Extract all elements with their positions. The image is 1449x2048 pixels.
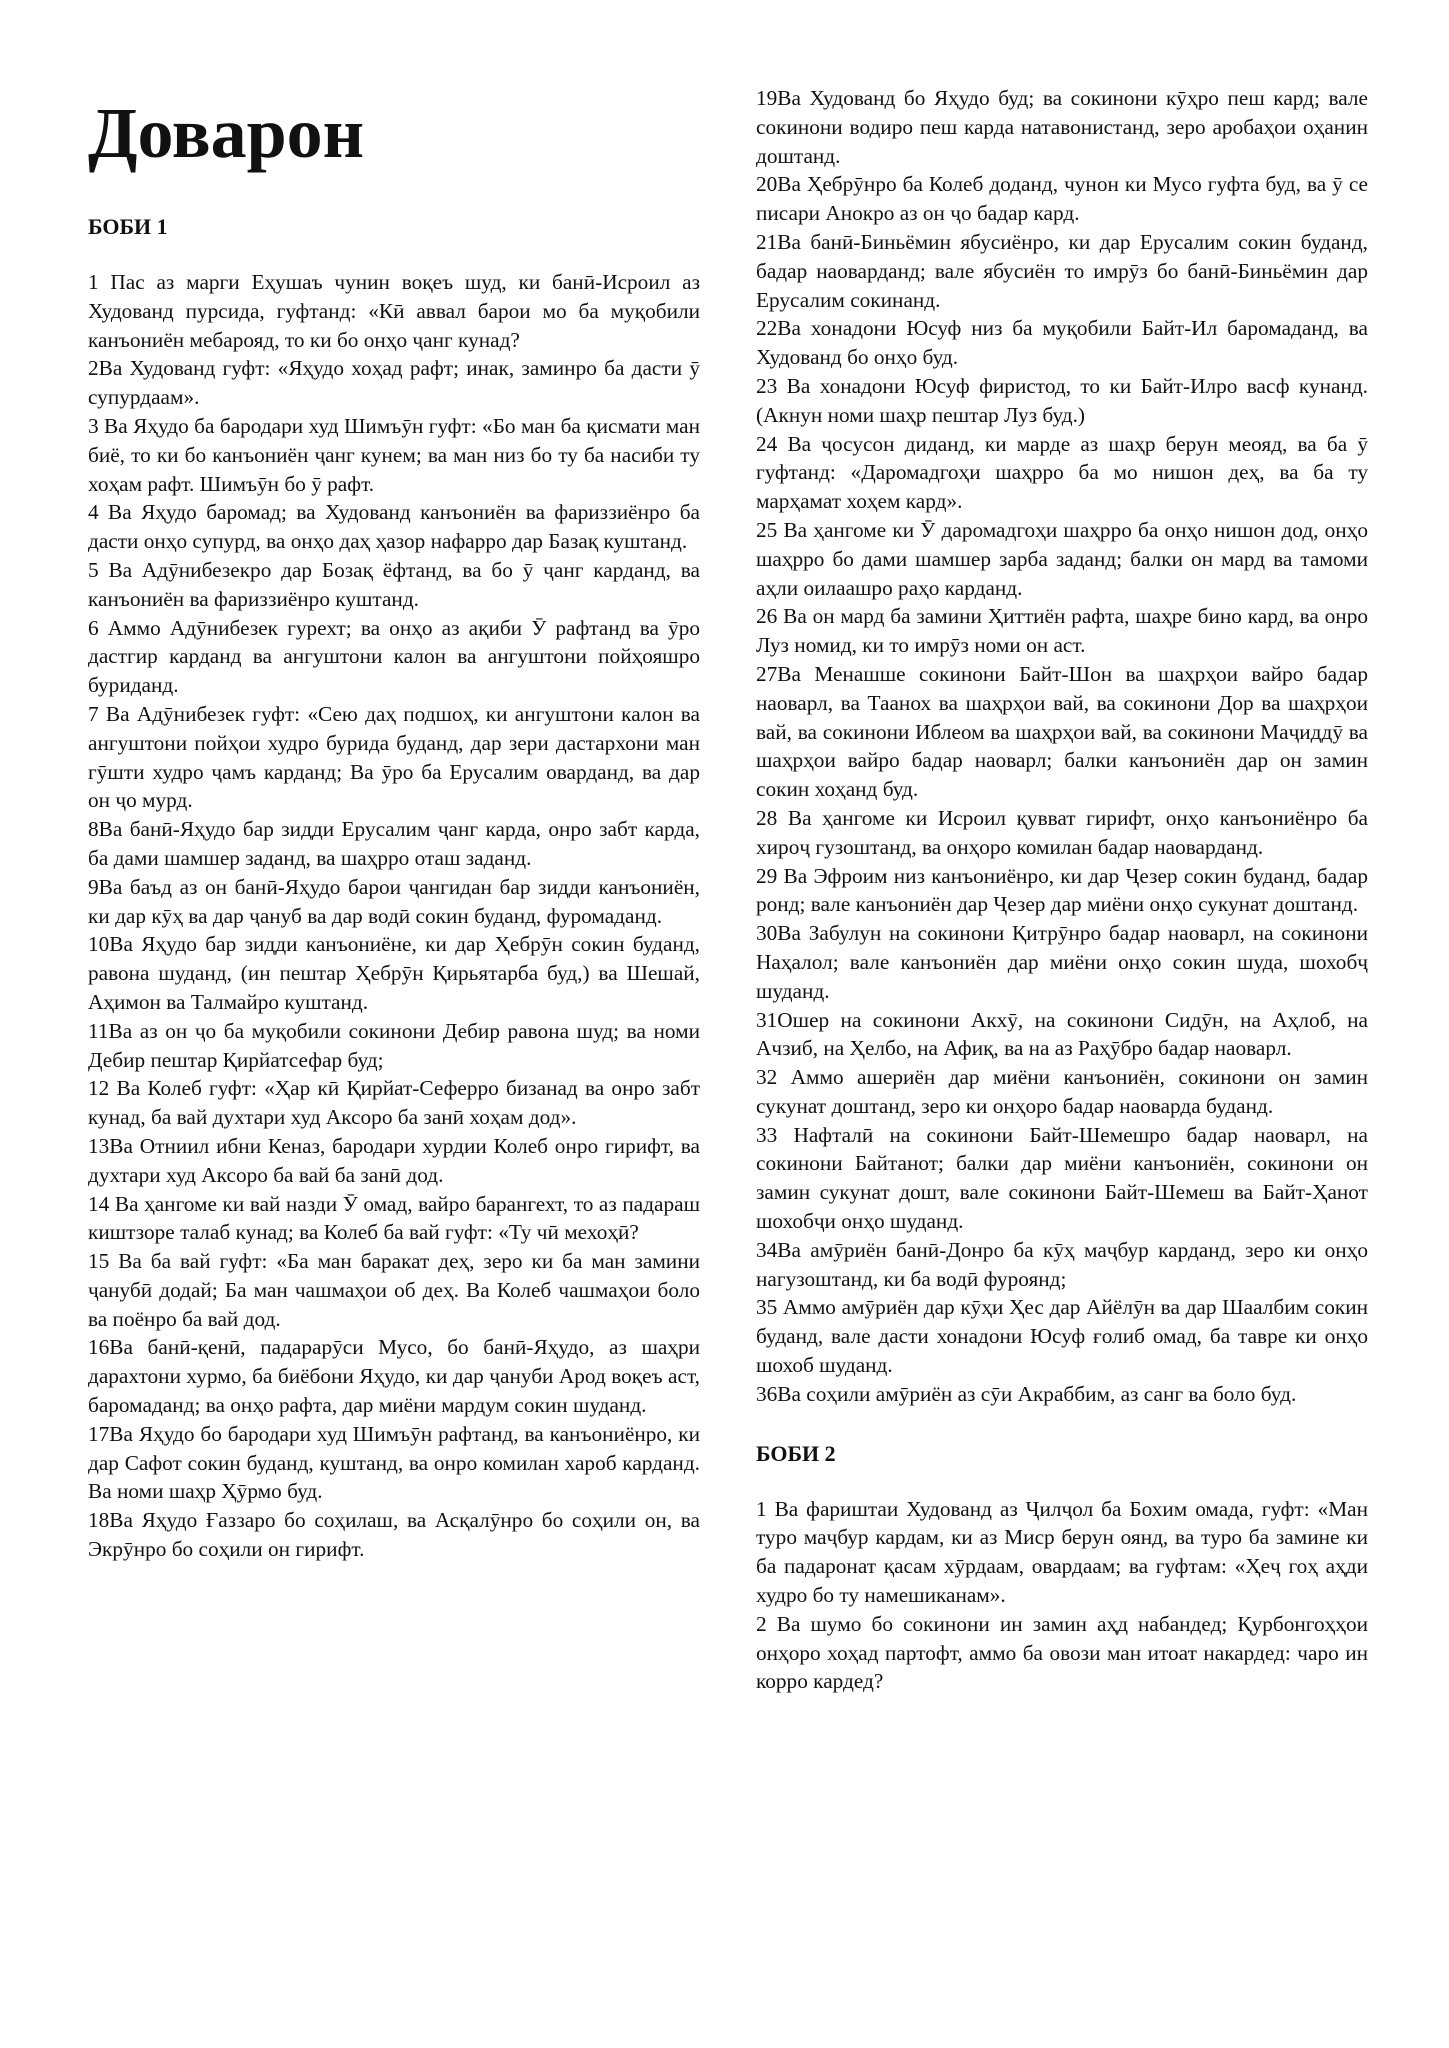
verse: 24 Ва ҷосусон диданд, ки марде аз шаҳр берун меояд, ва ба ӯ гуфтанд: «Даромадгоҳи шаҳрро ба мо нишон деҳ, ва ба ту марҳамат хоҳем кард».	[756, 431, 1368, 514]
chapter-heading-1: БОБИ 1	[88, 214, 168, 239]
verse: 25 Ва ҳангоме ки Ӯ даромадгоҳи шаҳрро ба онҳо нишон дод, онҳо шаҳрро бо дами шамшер зарба заданд; балки он мард ва тамоми аҳли оилаашро раҳо карданд.	[756, 517, 1368, 600]
verse: 12 Ва Колеб гуфт: «Ҳар кӣ Қирйат-Сеферро бизанад ва онро забт кунад, ба вай духтари худ Аксоро ба занӣ хоҳам дод».	[88, 1076, 700, 1130]
verse: 10Ва Яҳудо бар зидди канъониёне, ки дар Ҳебрӯн сокин буданд, равона шуданд, (ин пештар Ҳебрӯн Қирьятарба буд,) ва Шешай, Аҳимон ва Талмайро куштанд.	[88, 932, 700, 1014]
chapter-heading-2: БОБИ 2	[756, 1440, 836, 1466]
verse: 6 Аммо Адӯнибезек гурехт; ва онҳо аз ақиби Ӯ рафтанд ва ӯро дастгир карданд ва ангуштони калон ва ангуштони пойҳояшро буриданд.	[88, 615, 700, 698]
verse: 26 Ва он мард ба замини Ҳиттиён рафта, шаҳре бино кард, ва онро Луз номид, ки то имрӯз номи он аст.	[756, 604, 1368, 658]
verse: 23 Ва хонадони Юсуф фиристод, то ки Байт-Илро васф кунанд. (Акнун номи шаҳр пештар Луз буд.)	[756, 373, 1368, 427]
verse: 27Ва Менашше сокинони Байт-Шон ва шаҳрҳои вайро бадар наоварл, ва Таанох ва шаҳрҳои вай, ва сокинони Дор ва шаҳрҳои вай, ва сокинони Иблеом ва шаҳрҳои вай, ва сокинони Маҷиддӯ ва шаҳрҳои вайро бадар наоварл; балки канъониён дар он замин сокин хоҳанд буд.	[756, 661, 1368, 802]
verse: 20Ва Ҳебрӯнро ба Колеб доданд, чунон ки Мусо гуфта буд, ва ӯ се писари Анокро аз он ҷо бадар кард.	[756, 172, 1368, 226]
verse: 1 Ва фариштаи Худованд аз Ҷилҷол ба Бохим омада, гуфт: «Ман туро маҷбур кардам, ки аз Миср берун оянд, ва туро ба замине ки ба падаронат қасам хӯрдаам, овардаам; ва гуфтам: «Ҳеҷ гоҳ аҳди худро бо ту намешиканам».	[756, 1496, 1368, 1608]
verse: 13Ва Отниил ибни Кеназ, бародари хурдии Колеб онро гирифт, ва духтари худ Аксоро ба вай ба занӣ дод.	[88, 1133, 700, 1187]
verse: 29 Ва Эфроим низ канъониёнро, ки дар Ҷезер сокин буданд, бадар ронд; вале канъониён дар Ҷезер дар миёни онҳо сукунат доштанд.	[756, 863, 1368, 917]
verse: 2 Ва шумо бо сокинони ин замин аҳд набандед; Қурбонгоҳҳои онҳоро хоҳад партофт, аммо ба овози ман итоат накардед: чаро ин корро кардед?	[756, 1611, 1368, 1694]
verse: 3 Ва Яҳудо ба бародари худ Шимъӯн гуфт: «Бо ман ба қисмати ман биё, то ки бо канъониён ҷанг кунем; ва ман низ бо ту ба насиби ту хоҳам рафт. Шимъӯн бо ӯ рафт.	[88, 413, 700, 496]
verse: 1 Пас аз марги Еҳушаъ чунин воқеъ шуд, ки банӣ-Исроил аз Худованд пурсида, гуфтанд: «Кӣ аввал барои мо ба муқобили канъониён мебарояд, то ки бо онҳо ҷанг кунад?	[88, 270, 700, 352]
verse: 14 Ва ҳангоме ки вай назди Ӯ омад, вайро барангехт, то аз падараш киштзоре талаб кунад; ва Колеб ба вай гуфт: «Ту чӣ мехоҳӣ?	[88, 1191, 700, 1245]
verse: 28 Ва ҳангоме ки Исроил қувват гирифт, онҳо канъониёнро ба хироҷ гузоштанд, ва онҳоро комилан бадар наоварданд.	[756, 805, 1368, 859]
verse: 19Ва Худованд бо Яҳудо буд; ва сокинони кӯҳро пеш кард; вале сокинони водиро пеш карда натавонистанд, зеро аробаҳои оҳанин доштанд.	[756, 86, 1368, 168]
verse: 34Ва амӯриён банӣ-Донро ба кӯҳ маҷбур карданд, зеро ки онҳо нагузоштанд, ки ба водӣ фуроянд;	[756, 1237, 1368, 1291]
verse: 22Ва хонадони Юсуф низ ба муқобили Байт-Ил баромаданд, ва Худованд бо онҳо буд.	[756, 316, 1368, 370]
verse: 5 Ва Адӯнибезекро дар Бозақ ёфтанд, ва бо ӯ ҷанг карданд, ва канъониён ва фариззиёнро куштанд.	[88, 557, 700, 611]
chapter-1-verses-continued	[756, 84, 1368, 1409]
right-column	[756, 84, 1368, 1696]
verse: 30Ва Забулун на сокинони Қитрӯнро бадар наоварл, на сокинони Наҳалол; вале канъониён дар миёни онҳо сокин шуда, шохобҷ шуданд.	[756, 921, 1368, 1003]
verse: 8Ва банӣ-Яҳудо бар зидди Ерусалим ҷанг карда, онро забт карда, ба дами шамшер заданд, ва шаҳрро оташ заданд.	[88, 817, 700, 870]
verse: 4 Ва Яҳудо баромад; ва Худованд канъониён ва фариззиёнро ба дасти онҳо супурд, ва онҳо даҳ ҳазор нафарро дар Базақ куштанд.	[88, 500, 700, 554]
verse: 36Ва соҳили амӯриён аз сӯи Акраббим, аз санг ва боло буд.	[756, 1381, 1297, 1406]
book-title: Доварон	[88, 93, 365, 173]
verse: 9Ва баъд аз он банӣ-Яҳудо барои ҷангидан бар зидди канъониён, ки дар кӯҳ ва дар ҷануб ва дар водӣ сокин буданд, фуромаданд.	[88, 874, 700, 928]
verse: 11Ва аз он ҷо ба муқобили сокинони Дебир равона шуд; ва номи Дебир пештар Қирйатсефар буд;	[88, 1018, 700, 1072]
verse: 21Ва банӣ-Биньёмин ябусиёнро, ки дар Ерусалим сокин буданд, бадар наоварданд; вале ябусиён то имрӯз бо банӣ-Биньёмин дар Ерусалим сокинанд.	[756, 229, 1368, 312]
verse: 32 Аммо ашериён дар миёни канъониён, сокинони он замин сукунат доштанд, зеро ки онҳоро бадар наоварда буданд.	[756, 1065, 1368, 1118]
verse: 2Ва Худованд гуфт: «Яҳудо хоҳад рафт; инак, заминро ба дасти ӯ супурдаам».	[88, 356, 700, 410]
verse: 15 Ва ба вай гуфт: «Ба ман баракат деҳ, зеро ки ба ман замини ҷанубӣ додай; Ба ман чашмаҳои об деҳ. Ва Колеб чашмаҳои боло ва поёнро ба вай дод.	[88, 1249, 700, 1331]
verse: 18Ва Яҳудо Ғаззаро бо соҳилаш, ва Асқалӯнро бо соҳили он, ва Экрӯнро бо соҳили он гирифт.	[88, 1508, 700, 1562]
verse: 7 Ва Адӯнибезек гуфт: «Сею даҳ подшоҳ, ки ангуштони калон ва ангуштони пойҳои худро бурида буданд, дар зери дастархони ман гӯшти худро ҷамъ карданд; Ва ӯро ба Ерусалим оварданд, ва дар он ҷо мурд.	[88, 701, 700, 813]
verse: 33 Нафталӣ на сокинони Байт-Шемешро бадар наоварл, на сокинони Байтанот; балки дар миёни канъониён, сокинони он замин сукунат дошт, вале сокинони Байт-Шемеш ва Байт-Ҳанот шохобҷи онҳо шуданд.	[756, 1122, 1368, 1234]
verse: 31Ошер на сокинони Акхӯ, на сокинони Сидӯн, на Аҳлоб, на Ачзиб, на Ҳелбо, на Афиқ, ва на аз Раҳӯбро бадар наоварл.	[756, 1007, 1368, 1061]
verse: 35 Аммо амӯриён дар кӯҳи Ҳес дар Айёлӯн ва дар Шаалбим сокин буданд, вале дасти хонадони Юсуф ғолиб омад, ба тавре ки онҳо шохоб шуданд.	[756, 1295, 1368, 1378]
chapter-2-verses	[756, 1495, 1368, 1697]
verse: 17Ва Яҳудо бо бародари худ Шимъӯн рафтанд, ва канъониёнро, ки дар Сафот сокин буданд, куштанд, ва онро комилан хароб карданд. Ва номи шаҳр Ҳӯрмо буд.	[88, 1421, 700, 1504]
left-column	[88, 92, 700, 1564]
verse: 16Ва банӣ-қенӣ, падарарӯси Мусо, бо банӣ-Яҳудо, аз шаҳри дарахтони хурмо, ба биёбони Яҳудо, ки дар ҷануби Арод воқеъ аст, баромаданд; ва онҳо рафта, дар миёни мардум сокин шуданд.	[88, 1335, 700, 1418]
chapter-1-verses	[88, 268, 700, 1564]
